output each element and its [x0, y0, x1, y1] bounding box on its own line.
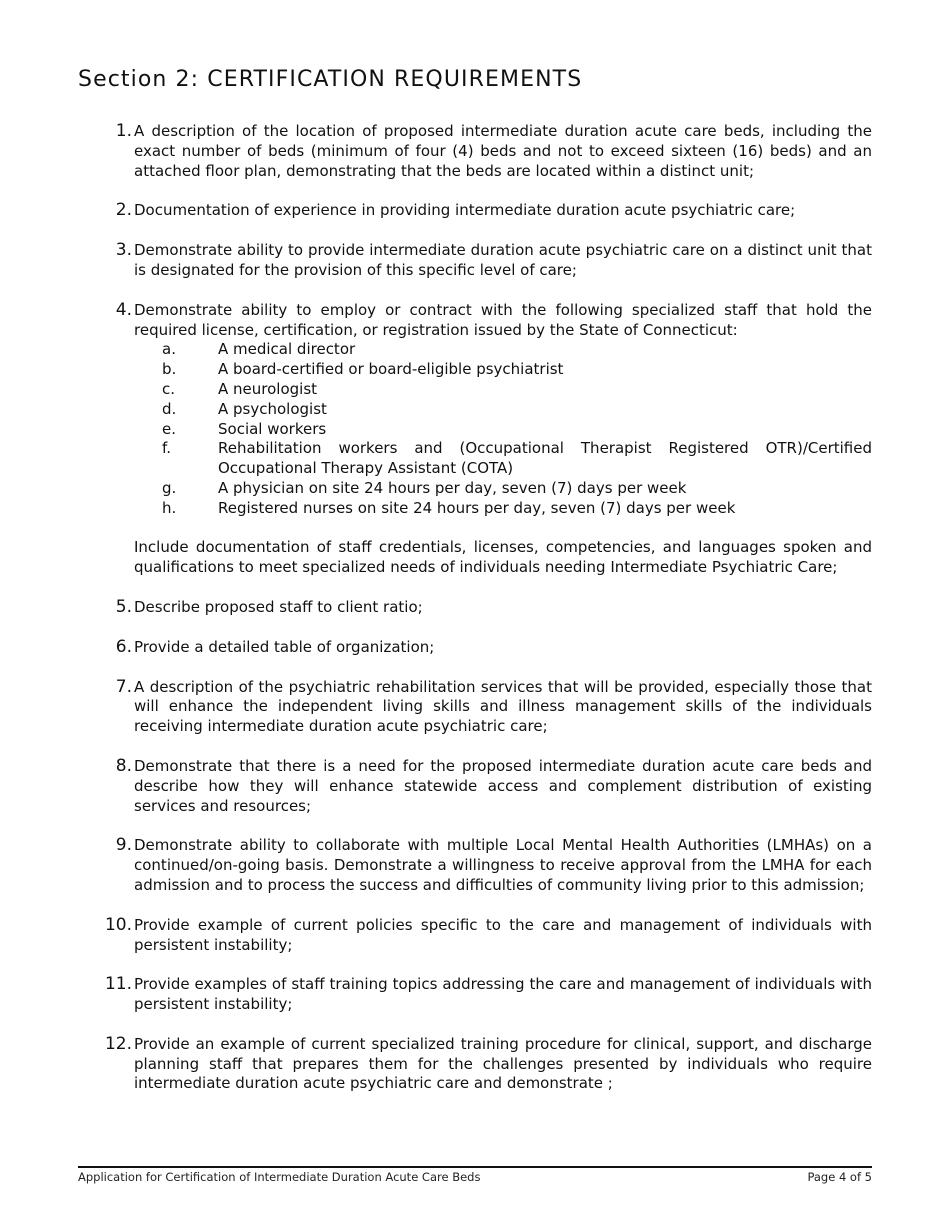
sublist-text: A neurologist — [218, 379, 318, 398]
item-text: Provide an example of current specialized training procedure for clinical, support, and discharge planning staff that prepares them for the challenges presented by individuals who require intermediate duration acute psychiatric care and demonstrate ; — [134, 1034, 872, 1093]
item-number: 3. — [115, 240, 132, 261]
item-number: 5. — [115, 596, 132, 617]
sublist-item — [134, 499, 872, 519]
item-text: Describe proposed staff to client ratio; — [134, 597, 423, 616]
sublist-item — [134, 439, 872, 479]
sublist-item — [134, 479, 872, 499]
item-text: A description of the psychiatric rehabilitation services that will be provided, especially those that will enhance the independent living skills and illness management skills of the individuals receiving intermediate duration acute psychiatric care; — [134, 677, 872, 736]
sublist-text: A board-certified or board-eligible psychiatrist — [218, 360, 564, 379]
sublist-letter: e. — [162, 419, 176, 438]
list-item — [78, 122, 872, 181]
sublist-text: Social workers — [218, 419, 327, 438]
item-number: 2. — [115, 200, 132, 221]
item-text: A description of the location of proposed intermediate duration acute care beds, including the exact number of beds (minimum of four (4) beds and not to exceed sixteen (16) beds) and an attached floor plan, demonstrating that the beds are located within a distinct unit; — [134, 122, 872, 180]
footer-document-title: Application for Certification of Intermediate Duration Acute Care Beds — [78, 1170, 481, 1184]
list-item — [78, 678, 872, 737]
item-text: Documentation of experience in providing intermediate duration acute psychiatric care; — [134, 201, 796, 220]
list-item — [78, 916, 872, 956]
sublist-letter: b. — [162, 360, 177, 379]
item-text: Demonstrate ability to employ or contract with the following specialized staff that hold the required license, certification, or registration issued by the State of Connecticut: — [134, 300, 872, 339]
sublist-letter: c. — [162, 379, 176, 398]
page-title: Section 2: CERTIFICATION REQUIREMENTS — [78, 67, 583, 92]
sublist-text: A psychologist — [218, 399, 327, 418]
sublist-item — [134, 360, 872, 380]
item-text: Provide examples of staff training topics addressing the care and management of individuals with persistent instability; — [134, 975, 872, 1014]
sublist-text: Rehabilitation workers and (Occupational Therapist Registered OTR)/Certified Occupational Therapy Assistant (COTA) — [218, 439, 872, 478]
requirements-list — [78, 122, 872, 1114]
sublist-item — [134, 400, 872, 420]
item-number: 11. — [104, 974, 132, 995]
sublist-letter: g. — [162, 478, 177, 497]
sublist-text: A medical director — [218, 340, 356, 359]
item-number: 1. — [115, 121, 132, 141]
item-text: Provide example of current policies specific to the care and management of individuals with persistent instability; — [134, 915, 872, 954]
item-number: 9. — [115, 835, 132, 856]
list-item — [78, 598, 872, 618]
sublist-letter: a. — [162, 340, 176, 359]
list-item — [78, 241, 872, 281]
list-item — [78, 1035, 872, 1094]
sublist-letter: h. — [162, 498, 177, 517]
item-text: Provide a detailed table of organization; — [134, 637, 435, 656]
sublist-text: Registered nurses on site 24 hours per day, seven (7) days per week — [218, 498, 736, 517]
list-item — [78, 975, 872, 1015]
item-text: Demonstrate that there is a need for the proposed intermediate duration acute care beds and describe how they will enhance statewide access and complement distribution of existing services and resources; — [134, 756, 872, 815]
footer-divider — [78, 1166, 872, 1168]
staff-sublist — [134, 340, 872, 518]
sublist-letter: d. — [162, 399, 177, 418]
sublist-item — [134, 420, 872, 440]
item-number: 7. — [115, 676, 132, 697]
list-item — [78, 757, 872, 816]
item-number: 12. — [104, 1033, 132, 1054]
footer-page-number: Page 4 of 5 — [807, 1170, 872, 1184]
list-item — [78, 638, 872, 658]
sublist-item — [134, 380, 872, 400]
sublist-text: A physician on site 24 hours per day, seven (7) days per week — [218, 478, 687, 497]
staff-documentation-note: Include documentation of staff credentials, licenses, competencies, and languages spoken and qualifications to meet specialized needs of individuals needing Intermediate Psychiatric Care; — [134, 538, 872, 577]
list-item — [78, 836, 872, 895]
item-number: 8. — [115, 755, 132, 776]
item-number: 6. — [115, 636, 132, 657]
list-item — [78, 201, 872, 221]
item-number: 4. — [115, 299, 132, 320]
item-text: Demonstrate ability to collaborate with multiple Local Mental Health Authorities (LMHAs) on a continued/on-going basis. Demonstrate a willingness to receive approval from the LMHA for each admission and to process the success and difficulties of community living prior to this admission; — [134, 836, 872, 894]
item-number: 10. — [104, 914, 132, 935]
item-text: Demonstrate ability to provide intermediate duration acute psychiatric care on a distinct unit that is designated for the provision of this specific level of care; — [134, 241, 872, 279]
sublist-letter: f. — [162, 439, 171, 458]
list-item — [78, 301, 872, 578]
sublist-item — [134, 340, 872, 360]
